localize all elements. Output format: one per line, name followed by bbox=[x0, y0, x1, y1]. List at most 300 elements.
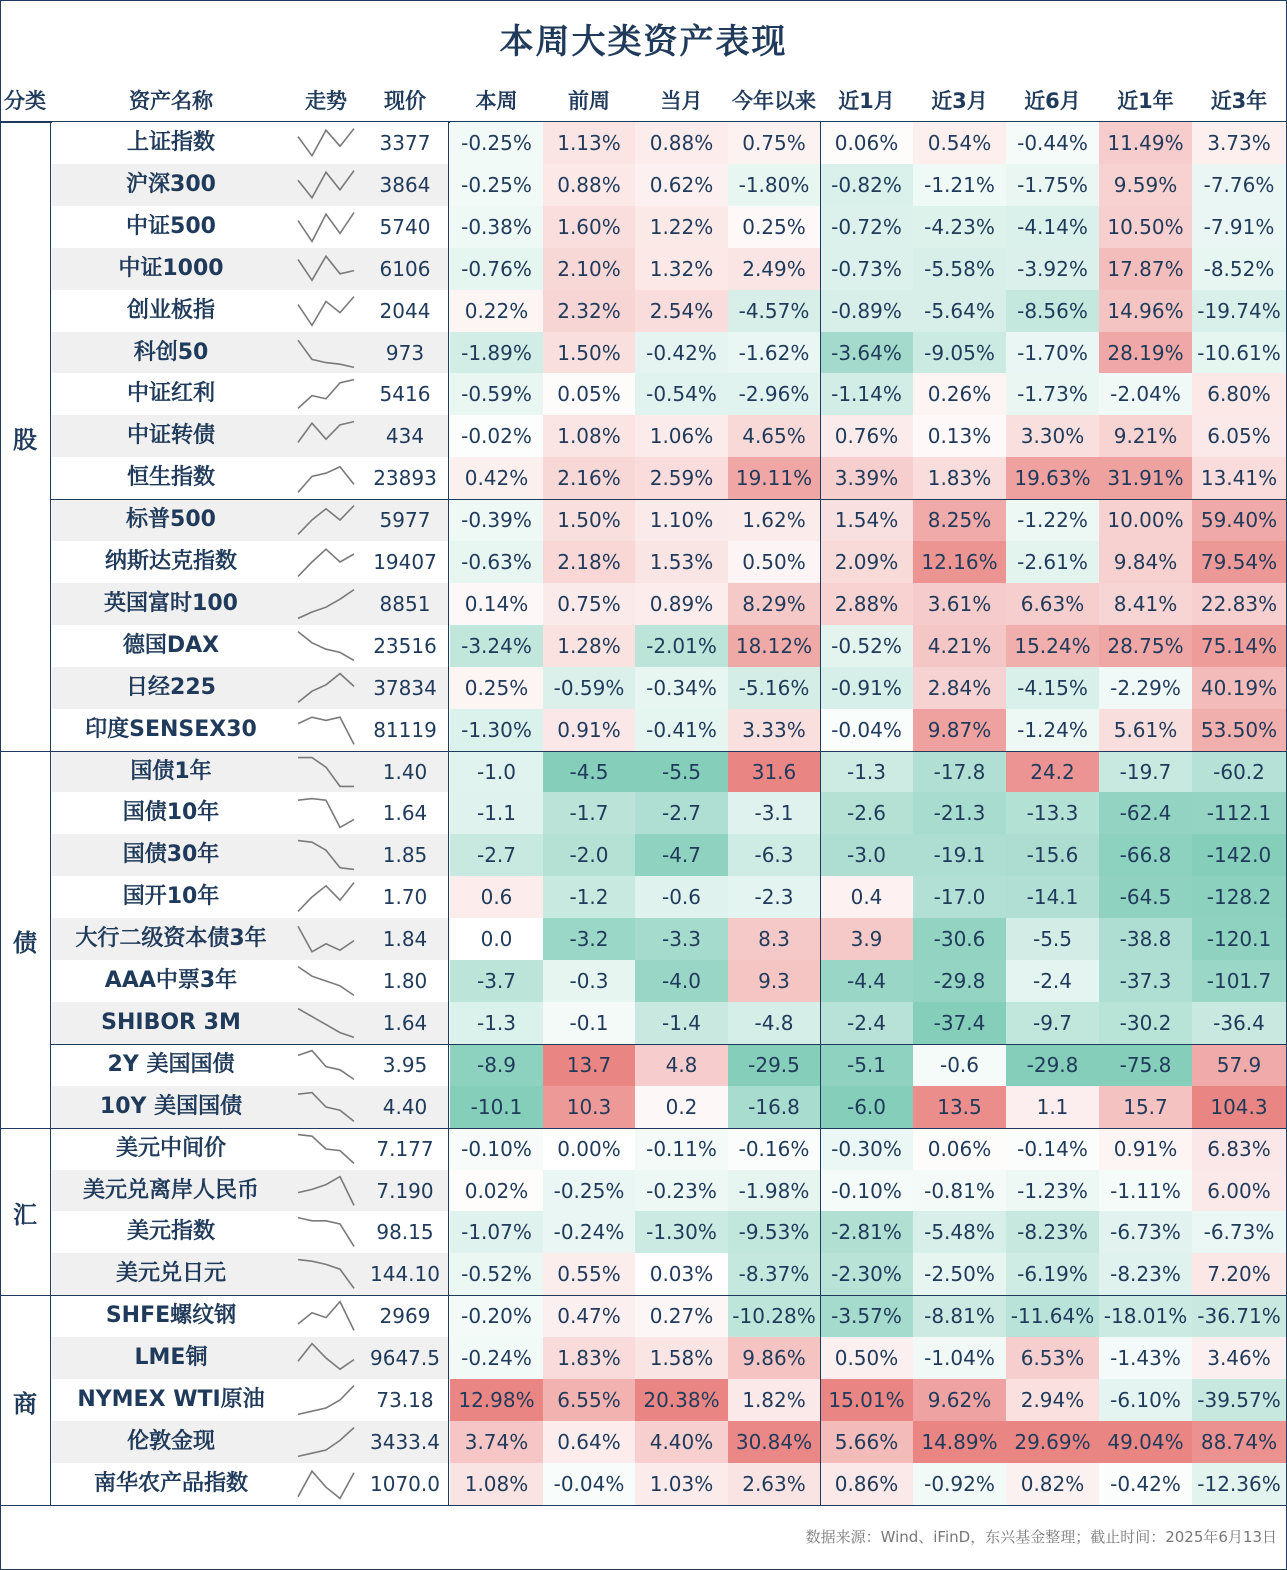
value-cell: 3.74% bbox=[450, 1421, 543, 1463]
trend-line bbox=[298, 883, 354, 912]
trend-line bbox=[298, 589, 354, 618]
table-row bbox=[0, 457, 1287, 499]
value-cell: -0.04% bbox=[820, 709, 913, 751]
table-row bbox=[0, 1337, 1287, 1379]
value-cell: -5.58% bbox=[913, 248, 1006, 290]
value-cell: -8.56% bbox=[1006, 290, 1099, 332]
value-cell: -0.91% bbox=[820, 667, 913, 709]
trend-line bbox=[298, 1218, 354, 1247]
value-cell: 40.19% bbox=[1192, 667, 1286, 709]
value-cell: -4.14% bbox=[1006, 206, 1099, 248]
value-cell: 30.84% bbox=[728, 1421, 820, 1463]
value-cell: -0.52% bbox=[820, 625, 913, 667]
value-cell: 3.61% bbox=[913, 583, 1006, 625]
table-row bbox=[0, 1170, 1287, 1212]
value-cell: 0.54% bbox=[913, 122, 1006, 164]
table-row bbox=[0, 499, 1287, 541]
table-row bbox=[0, 751, 1287, 793]
value-cell: 2.94% bbox=[1006, 1379, 1099, 1421]
price-value: 5416 bbox=[379, 382, 431, 407]
value-cell: 2.54% bbox=[635, 290, 728, 332]
value-cell: -8.23% bbox=[1099, 1253, 1192, 1295]
value-cell: 5.66% bbox=[820, 1421, 913, 1463]
value-cell: -29.8 bbox=[1006, 1044, 1099, 1086]
asset-name: 大行二级资本债3年 bbox=[75, 926, 267, 952]
header-cell: 近3年 bbox=[1210, 89, 1268, 113]
value-cell: 6.53% bbox=[1006, 1337, 1099, 1379]
value-cell: -0.30% bbox=[820, 1128, 913, 1170]
category-divider bbox=[0, 1295, 1287, 1296]
table-row bbox=[0, 960, 1287, 1002]
price-value: 3377 bbox=[379, 131, 431, 155]
value-cell: -3.0 bbox=[820, 834, 913, 876]
trend-line bbox=[298, 841, 354, 870]
asset-name: 上证指数 bbox=[126, 130, 215, 155]
price-value: 19407 bbox=[373, 550, 437, 574]
value-cell: -1.22% bbox=[1006, 499, 1099, 541]
value-cell: -30.6 bbox=[913, 918, 1006, 960]
value-cell: 4.65% bbox=[728, 415, 820, 457]
trend-line bbox=[298, 1471, 354, 1498]
asset-name: 中证1000 bbox=[118, 255, 224, 281]
value-cell: 0.50% bbox=[728, 541, 820, 583]
value-cell: -4.57% bbox=[728, 290, 820, 332]
value-cell: 4.21% bbox=[913, 625, 1006, 667]
value-cell: -0.44% bbox=[1006, 122, 1099, 164]
header-cell: 近6月 bbox=[1024, 89, 1081, 113]
value-cell: -2.0 bbox=[543, 834, 635, 876]
value-cell: -6.3 bbox=[728, 834, 820, 876]
value-cell: -3.92% bbox=[1006, 248, 1099, 290]
value-cell: -37.4 bbox=[913, 1002, 1006, 1044]
asset-name: 英国富时100 bbox=[104, 590, 238, 616]
table-row bbox=[0, 918, 1287, 960]
value-cell: -0.54% bbox=[635, 373, 728, 415]
price-value: 1.84 bbox=[382, 927, 428, 952]
value-cell: 0.25% bbox=[728, 206, 820, 248]
trend-line bbox=[298, 212, 354, 241]
trend-line bbox=[298, 467, 354, 493]
asset-name: 科创50 bbox=[133, 339, 209, 365]
price-value: 3.95 bbox=[382, 1052, 428, 1077]
trend-sparkline bbox=[292, 1422, 360, 1462]
asset-name: 纳斯达克指数 bbox=[104, 549, 237, 574]
value-cell: -1.73% bbox=[1006, 373, 1099, 415]
value-cell: 15.7 bbox=[1099, 1086, 1192, 1128]
value-cell: -60.2 bbox=[1192, 751, 1286, 793]
table-row bbox=[0, 1211, 1287, 1253]
value-cell: -36.71% bbox=[1192, 1295, 1286, 1337]
value-cell: -1.3 bbox=[450, 1002, 543, 1044]
asset-name: NYMEX WTI原油 bbox=[77, 1387, 265, 1412]
value-cell: 13.5 bbox=[913, 1086, 1006, 1128]
value-cell: 6.83% bbox=[1192, 1128, 1286, 1170]
value-cell: -6.10% bbox=[1099, 1379, 1192, 1421]
price-value: 5740 bbox=[379, 214, 431, 239]
asset-name: 中证转债 bbox=[126, 423, 215, 449]
asset-name: 中证500 bbox=[126, 213, 216, 239]
value-cell: -1.62% bbox=[728, 332, 820, 374]
value-cell: -64.5 bbox=[1099, 876, 1192, 918]
value-cell: 0.76% bbox=[820, 415, 913, 457]
header-cell: 近1年 bbox=[1117, 89, 1174, 113]
value-cell: -0.10% bbox=[820, 1170, 913, 1212]
value-cell: 0.75% bbox=[543, 583, 635, 625]
value-cell: -2.50% bbox=[913, 1253, 1006, 1295]
value-cell: -1.0 bbox=[450, 751, 543, 793]
asset-name: 国债30年 bbox=[122, 842, 220, 868]
asset-name: 日经225 bbox=[126, 674, 216, 700]
value-cell: 9.21% bbox=[1099, 415, 1192, 457]
header-cell: 现价 bbox=[384, 89, 426, 113]
value-cell: -7.91% bbox=[1192, 206, 1286, 248]
value-cell: -1.24% bbox=[1006, 709, 1099, 751]
trend-sparkline bbox=[292, 1380, 360, 1420]
value-cell: 0.91% bbox=[1099, 1128, 1192, 1170]
value-cell: 0.86% bbox=[820, 1463, 913, 1505]
value-cell: -19.7 bbox=[1099, 751, 1192, 793]
value-cell: -0.38% bbox=[450, 206, 543, 248]
trend-sparkline bbox=[292, 458, 360, 498]
value-cell: -14.1 bbox=[1006, 876, 1099, 918]
value-cell: -6.73% bbox=[1099, 1211, 1192, 1253]
trend-sparkline bbox=[292, 249, 360, 289]
header-cell: 当月 bbox=[660, 89, 703, 113]
value-cell: -5.1 bbox=[820, 1044, 913, 1086]
value-cell: 0.89% bbox=[635, 583, 728, 625]
table-row bbox=[0, 834, 1287, 876]
value-cell: -0.04% bbox=[543, 1463, 635, 1505]
price-value: 5977 bbox=[379, 508, 431, 533]
price-value: 1070.0 bbox=[370, 1471, 440, 1496]
value-cell: -11.64% bbox=[1006, 1295, 1099, 1337]
trend-line bbox=[298, 1092, 354, 1121]
trend-line bbox=[298, 967, 354, 996]
value-cell: -17.0 bbox=[913, 876, 1006, 918]
value-cell: -17.8 bbox=[913, 751, 1006, 793]
value-cell: 104.3 bbox=[1192, 1086, 1286, 1128]
value-cell: -6.0 bbox=[820, 1086, 913, 1128]
trend-line bbox=[298, 717, 354, 744]
value-cell: 2.16% bbox=[543, 457, 635, 499]
value-cell: -4.8 bbox=[728, 1002, 820, 1044]
value-cell: 0.2 bbox=[635, 1086, 728, 1128]
value-cell: 0.00% bbox=[543, 1128, 635, 1170]
value-cell: -66.8 bbox=[1099, 834, 1192, 876]
value-cell: 1.03% bbox=[635, 1463, 728, 1505]
value-cell: 6.05% bbox=[1192, 415, 1286, 457]
value-cell: -3.57% bbox=[820, 1295, 913, 1337]
price-value: 81119 bbox=[373, 717, 437, 742]
header-cell: 资产名称 bbox=[129, 89, 213, 113]
value-cell: 2.18% bbox=[543, 541, 635, 583]
trend-sparkline bbox=[292, 374, 360, 414]
value-cell: -1.23% bbox=[1006, 1170, 1099, 1212]
price-value: 9647.5 bbox=[370, 1346, 440, 1371]
value-cell: -8.37% bbox=[728, 1253, 820, 1295]
value-cell: -0.24% bbox=[450, 1337, 543, 1379]
price-value: 7.190 bbox=[376, 1178, 434, 1203]
price-value: 73.18 bbox=[376, 1388, 434, 1412]
trend-sparkline bbox=[292, 123, 360, 163]
table-row bbox=[0, 1002, 1287, 1044]
table-row bbox=[0, 332, 1287, 374]
value-cell: -0.76% bbox=[450, 248, 543, 290]
value-cell: -4.7 bbox=[635, 834, 728, 876]
value-cell: -1.89% bbox=[450, 332, 543, 374]
value-cell: 2.49% bbox=[728, 248, 820, 290]
price-value: 434 bbox=[385, 424, 425, 449]
value-cell: -5.5 bbox=[635, 751, 728, 793]
value-cell: 14.96% bbox=[1099, 290, 1192, 332]
table-row bbox=[0, 248, 1287, 290]
asset-name: 国债1年 bbox=[130, 758, 212, 784]
value-cell: -1.2 bbox=[543, 876, 635, 918]
category-divider bbox=[0, 751, 1287, 752]
trend-sparkline bbox=[292, 1171, 360, 1211]
value-cell: 9.84% bbox=[1099, 541, 1192, 583]
value-cell: -2.4 bbox=[820, 1002, 913, 1044]
value-cell: -8.52% bbox=[1192, 248, 1286, 290]
value-cell: -0.42% bbox=[635, 332, 728, 374]
value-cell: 0.03% bbox=[635, 1253, 728, 1295]
value-cell: 1.60% bbox=[543, 206, 635, 248]
price-value: 4.40 bbox=[382, 1094, 428, 1119]
table-row bbox=[0, 122, 1287, 164]
table-row bbox=[0, 415, 1287, 457]
value-cell: 1.32% bbox=[635, 248, 728, 290]
value-cell: -2.3 bbox=[728, 876, 820, 918]
asset-name: 创业板指 bbox=[126, 297, 215, 323]
value-cell: -0.6 bbox=[635, 876, 728, 918]
value-cell: 0.25% bbox=[450, 667, 543, 709]
value-cell: 3.39% bbox=[820, 457, 913, 499]
value-cell: 19.63% bbox=[1006, 457, 1099, 499]
value-cell: -1.30% bbox=[450, 709, 543, 751]
value-cell: -21.3 bbox=[913, 792, 1006, 834]
value-cell: -2.29% bbox=[1099, 667, 1192, 709]
value-cell: 1.28% bbox=[543, 625, 635, 667]
value-cell: -112.1 bbox=[1192, 792, 1286, 834]
trend-line bbox=[298, 170, 354, 197]
value-cell: 13.41% bbox=[1192, 457, 1286, 499]
asset-name: 标普500 bbox=[126, 507, 216, 533]
value-cell: -1.98% bbox=[728, 1170, 820, 1212]
value-cell: -1.04% bbox=[913, 1337, 1006, 1379]
table-row bbox=[0, 541, 1287, 583]
value-cell: 0.05% bbox=[543, 373, 635, 415]
value-cell: 1.50% bbox=[543, 332, 635, 374]
asset-name: SHIBOR 3M bbox=[101, 1009, 241, 1035]
value-cell: -2.81% bbox=[820, 1211, 913, 1253]
value-cell: -3.24% bbox=[450, 625, 543, 667]
value-cell: -0.73% bbox=[820, 248, 913, 290]
trend-sparkline bbox=[292, 1212, 360, 1252]
value-cell: -7.76% bbox=[1192, 164, 1286, 206]
header-cell: 今年以来 bbox=[732, 89, 816, 113]
value-cell: -0.25% bbox=[543, 1170, 635, 1212]
column-divider bbox=[50, 122, 51, 1505]
price-value: 7.177 bbox=[376, 1136, 434, 1161]
trend-sparkline bbox=[292, 1045, 360, 1085]
value-cell: 17.87% bbox=[1099, 248, 1192, 290]
table-row bbox=[0, 876, 1287, 918]
value-cell: -0.25% bbox=[450, 122, 543, 164]
column-divider bbox=[820, 122, 821, 1505]
trend-sparkline bbox=[292, 416, 360, 456]
value-cell: 0.06% bbox=[913, 1128, 1006, 1170]
value-cell: 11.49% bbox=[1099, 122, 1192, 164]
value-cell: -0.23% bbox=[635, 1170, 728, 1212]
value-cell: -2.7 bbox=[635, 792, 728, 834]
value-cell: -18.01% bbox=[1099, 1295, 1192, 1337]
value-cell: 0.50% bbox=[820, 1337, 913, 1379]
trend-sparkline bbox=[292, 752, 360, 792]
value-cell: -5.64% bbox=[913, 290, 1006, 332]
price-value: 1.40 bbox=[382, 759, 428, 784]
value-cell: -1.1 bbox=[450, 792, 543, 834]
asset-name: LME铜 bbox=[134, 1345, 208, 1371]
value-cell: 2.88% bbox=[820, 583, 913, 625]
category-label: 债 bbox=[13, 929, 37, 958]
value-cell: 2.84% bbox=[913, 667, 1006, 709]
value-cell: 2.59% bbox=[635, 457, 728, 499]
value-cell: 20.38% bbox=[635, 1379, 728, 1421]
trend-line bbox=[298, 926, 354, 952]
value-cell: -0.72% bbox=[820, 206, 913, 248]
trend-line bbox=[298, 631, 354, 660]
value-cell: 3.9 bbox=[820, 918, 913, 960]
value-cell: 1.83% bbox=[543, 1337, 635, 1379]
value-cell: -0.11% bbox=[635, 1128, 728, 1170]
value-cell: -0.34% bbox=[635, 667, 728, 709]
table-row bbox=[0, 625, 1287, 667]
value-cell: 15.24% bbox=[1006, 625, 1099, 667]
category-label: 股 bbox=[13, 426, 37, 455]
value-cell: -0.24% bbox=[543, 1211, 635, 1253]
value-cell: 31.6 bbox=[728, 751, 820, 793]
value-cell: 1.1 bbox=[1006, 1086, 1099, 1128]
table-row bbox=[0, 1295, 1287, 1337]
value-cell: -101.7 bbox=[1192, 960, 1286, 1002]
value-cell: -0.02% bbox=[450, 415, 543, 457]
value-cell: -1.21% bbox=[913, 164, 1006, 206]
value-cell: -37.3 bbox=[1099, 960, 1192, 1002]
header-cell: 走势 bbox=[305, 89, 347, 113]
trend-sparkline bbox=[292, 291, 360, 331]
value-cell: -0.63% bbox=[450, 541, 543, 583]
trend-sparkline bbox=[292, 1087, 360, 1127]
column-divider bbox=[448, 122, 449, 1505]
value-cell: 10.50% bbox=[1099, 206, 1192, 248]
value-cell: 57.9 bbox=[1192, 1044, 1286, 1086]
value-cell: -9.53% bbox=[728, 1211, 820, 1253]
value-cell: -19.74% bbox=[1192, 290, 1286, 332]
header-cell: 本周 bbox=[475, 89, 518, 113]
trend-sparkline bbox=[292, 961, 360, 1001]
trend-sparkline bbox=[292, 500, 360, 540]
value-cell: 8.25% bbox=[913, 499, 1006, 541]
value-cell: -0.10% bbox=[450, 1128, 543, 1170]
value-cell: 28.19% bbox=[1099, 332, 1192, 374]
value-cell: -0.25% bbox=[450, 164, 543, 206]
value-cell: -1.7 bbox=[543, 792, 635, 834]
value-cell: -1.11% bbox=[1099, 1170, 1192, 1212]
table-row bbox=[0, 583, 1287, 625]
trend-line bbox=[298, 380, 354, 409]
value-cell: -0.6 bbox=[913, 1044, 1006, 1086]
value-cell: 15.01% bbox=[820, 1379, 913, 1421]
value-cell: -8.81% bbox=[913, 1295, 1006, 1337]
value-cell: -38.8 bbox=[1099, 918, 1192, 960]
price-value: 1.85 bbox=[382, 843, 428, 868]
trend-line bbox=[298, 757, 354, 786]
value-cell: 1.22% bbox=[635, 206, 728, 248]
trend-sparkline bbox=[292, 333, 360, 373]
value-cell: 6.55% bbox=[543, 1379, 635, 1421]
table-row bbox=[0, 1379, 1287, 1421]
value-cell: -0.1 bbox=[543, 1002, 635, 1044]
value-cell: -1.43% bbox=[1099, 1337, 1192, 1379]
subgroup-divider bbox=[50, 1044, 1287, 1045]
value-cell: 22.83% bbox=[1192, 583, 1286, 625]
trend-line bbox=[298, 1260, 354, 1289]
value-cell: -29.8 bbox=[913, 960, 1006, 1002]
value-cell: -3.7 bbox=[450, 960, 543, 1002]
value-cell: -1.70% bbox=[1006, 332, 1099, 374]
value-cell: -0.20% bbox=[450, 1295, 543, 1337]
trend-line bbox=[298, 422, 354, 443]
value-cell: 2.09% bbox=[820, 541, 913, 583]
value-cell: 0.02% bbox=[450, 1170, 543, 1212]
trend-sparkline bbox=[292, 207, 360, 247]
value-cell: 1.83% bbox=[913, 457, 1006, 499]
value-cell: -9.7 bbox=[1006, 1002, 1099, 1044]
value-cell: 6.00% bbox=[1192, 1170, 1286, 1212]
value-cell: 3.46% bbox=[1192, 1337, 1286, 1379]
value-cell: 4.40% bbox=[635, 1421, 728, 1463]
value-cell: 8.29% bbox=[728, 583, 820, 625]
asset-name: 美元兑离岸人民币 bbox=[82, 1177, 259, 1203]
value-cell: -8.9 bbox=[450, 1044, 543, 1086]
trend-sparkline bbox=[292, 1296, 360, 1336]
trend-line bbox=[298, 340, 354, 367]
value-cell: 1.06% bbox=[635, 415, 728, 457]
value-cell: -0.52% bbox=[450, 1253, 543, 1295]
value-cell: -128.2 bbox=[1192, 876, 1286, 918]
trend-sparkline bbox=[292, 626, 360, 666]
value-cell: -10.61% bbox=[1192, 332, 1286, 374]
value-cell: -0.41% bbox=[635, 709, 728, 751]
value-cell: 18.12% bbox=[728, 625, 820, 667]
price-value: 1.64 bbox=[382, 1010, 428, 1035]
trend-line bbox=[298, 1176, 354, 1205]
value-cell: 4.8 bbox=[635, 1044, 728, 1086]
trend-line bbox=[298, 506, 354, 535]
value-cell: 0.4 bbox=[820, 876, 913, 918]
table-row bbox=[0, 1253, 1287, 1295]
value-cell: -19.1 bbox=[913, 834, 1006, 876]
price-value: 98.15 bbox=[376, 1220, 434, 1245]
value-cell: 0.55% bbox=[543, 1253, 635, 1295]
value-cell: -0.92% bbox=[913, 1463, 1006, 1505]
value-cell: 53.50% bbox=[1192, 709, 1286, 751]
page-title: 本周大类资产表现 bbox=[499, 22, 788, 62]
value-cell: 5.61% bbox=[1099, 709, 1192, 751]
trend-sparkline bbox=[292, 542, 360, 582]
value-cell: 12.98% bbox=[450, 1379, 543, 1421]
value-cell: -6.19% bbox=[1006, 1253, 1099, 1295]
